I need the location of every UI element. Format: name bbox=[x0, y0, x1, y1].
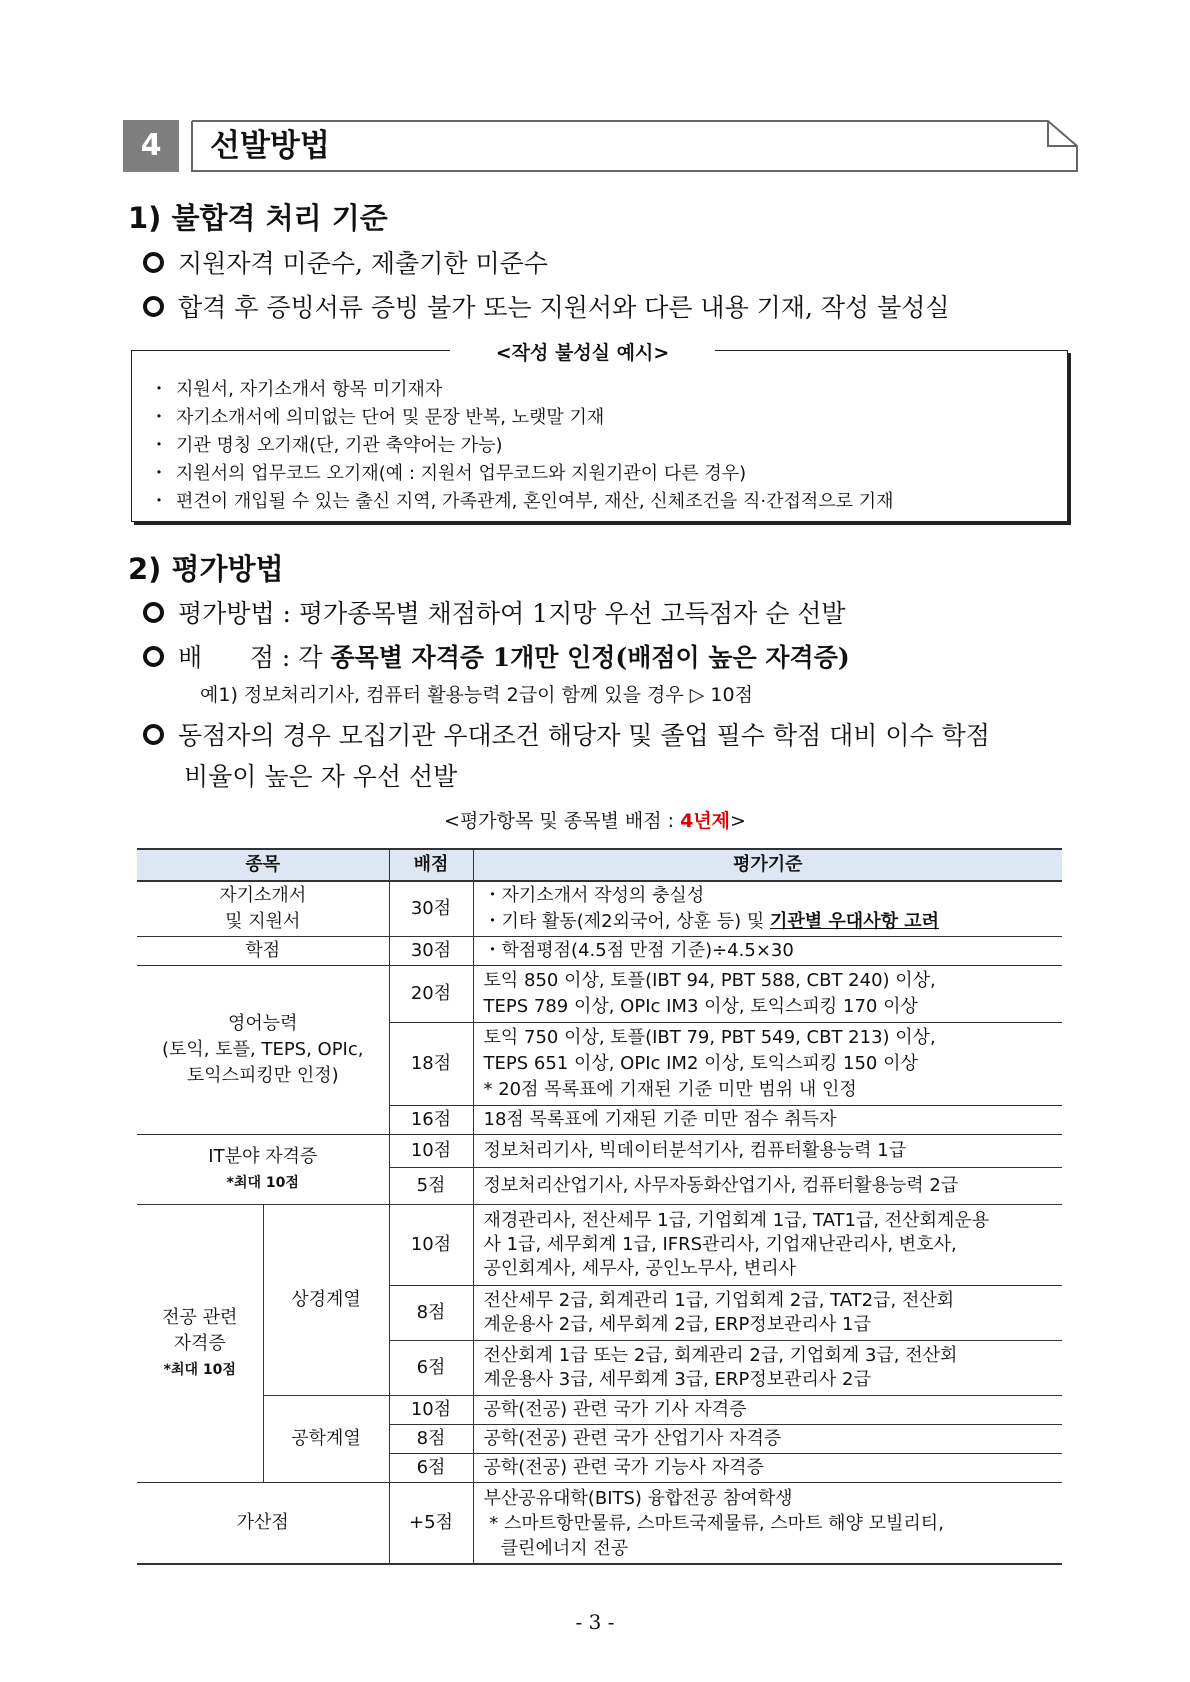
subcategory-cell: 공학계열 bbox=[263, 1396, 389, 1483]
table-row bbox=[137, 937, 1062, 966]
example-item: ・ 기관 명칭 오기재(단, 기관 축약어는 가능) bbox=[150, 435, 503, 456]
criteria-cell: 부산공유대학(BITS) 융합전공 참여학생 * 스마트항만물류, 스마트국제물류, 스마트 해양 모빌리티, 클린에너지 전공 bbox=[473, 1483, 1062, 1565]
table-row bbox=[137, 966, 1062, 1023]
part2-heading: 2) 평가방법 bbox=[128, 552, 284, 586]
table-row bbox=[137, 1483, 1062, 1565]
criteria-cell: 재경관리사, 전산세무 1급, 기업회계 1급, TAT1급, 전산회계운용 사 1급, 세무회계 1급, IFRS관리사, 기업재난관리사, 변호사, 공인회계사, 세무사, 공인노무사, 변리사 bbox=[473, 1205, 1062, 1286]
circle-bullet-icon bbox=[143, 296, 164, 317]
item-cell: IT분야 자격증 *최대 10점 bbox=[137, 1135, 389, 1205]
score-cell: 6점 bbox=[389, 1454, 473, 1483]
part2-example-1: 예1) 정보처리기사, 컴퓨터 활용능력 2급이 함께 있을 경우 ▷ 10점 bbox=[200, 684, 753, 706]
score-cell: 6점 bbox=[389, 1341, 473, 1396]
example-box-title: <작성 불성실 예시> bbox=[450, 338, 715, 365]
subcategory-cell: 상경계열 bbox=[263, 1205, 389, 1396]
criteria-cell: 18점 목록표에 기재된 기준 미만 점수 취득자 bbox=[473, 1106, 1062, 1135]
header-criteria: 평가기준 bbox=[473, 849, 1062, 881]
score-cell: 5점 bbox=[389, 1168, 473, 1205]
example-item: ・ 편견이 개입될 수 있는 출신 지역, 가족관계, 혼인여부, 재산, 신체조건을 직·간접적으로 기재 bbox=[150, 491, 894, 512]
item-cell: 전공 관련 자격증 *최대 10점 bbox=[137, 1205, 263, 1483]
score-cell: 8점 bbox=[389, 1425, 473, 1454]
criteria-cell: 공학(전공) 관련 국가 산업기사 자격증 bbox=[473, 1425, 1062, 1454]
criteria-cell: ・자기소개서 작성의 충실성 ・기타 활동(제2외국어, 상훈 등) 및 기관별 우대사항 고려 bbox=[473, 881, 1062, 937]
table-row bbox=[137, 1396, 1062, 1425]
example-item: ・ 지원서, 자기소개서 항목 미기재자 bbox=[150, 379, 443, 400]
part2-bullet-1: 평가방법 : 평가종목별 채점하여 1지망 우선 고득점자 순 선발 bbox=[143, 594, 846, 630]
criteria-cell: 전산세무 2급, 회계관리 1급, 기업회계 2급, TAT2급, 전산회 계운용사 2급, 세무회계 2급, ERP정보관리사 1급 bbox=[473, 1286, 1062, 1341]
circle-bullet-icon bbox=[143, 646, 164, 667]
score-cell: 10점 bbox=[389, 1205, 473, 1286]
criteria-cell: 토익 850 이상, 토플(IBT 94, PBT 588, CBT 240) 이상, TEPS 789 이상, OPIc IM3 이상, 토익스피킹 170 이상 bbox=[473, 966, 1062, 1023]
part2-bullet-3: 동점자의 경우 모집기관 우대조건 해당자 및 졸업 필수 학점 대비 이수 학점 bbox=[143, 716, 990, 752]
score-cell: 30점 bbox=[389, 937, 473, 966]
criteria-cell: 정보처리기사, 빅데이터분석기사, 컴퓨터활용능력 1급 bbox=[473, 1135, 1062, 1168]
circle-bullet-icon bbox=[143, 252, 164, 273]
header-item: 종목 bbox=[137, 849, 389, 881]
page-number: - 3 - bbox=[575, 1610, 615, 1634]
example-item: ・ 지원서의 업무코드 오기재(예 : 지원서 업무코드와 지원기관이 다른 경우) bbox=[150, 463, 747, 484]
table-row bbox=[137, 1205, 1062, 1286]
criteria-cell: 공학(전공) 관련 국가 기사 자격증 bbox=[473, 1396, 1062, 1425]
criteria-cell: 정보처리산업기사, 사무자동화산업기사, 컴퓨터활용능력 2급 bbox=[473, 1168, 1062, 1205]
example-item: ・ 자기소개서에 의미없는 단어 및 문장 반복, 노랫말 기재 bbox=[150, 407, 605, 428]
part1-heading: 1) 불합격 처리 기준 bbox=[128, 201, 388, 235]
part2-bullet-3-cont: 비율이 높은 자 우선 선발 bbox=[184, 762, 458, 791]
table-row bbox=[137, 1135, 1062, 1168]
header-score: 배점 bbox=[389, 849, 473, 881]
item-cell: 가산점 bbox=[137, 1483, 389, 1565]
score-cell: 16점 bbox=[389, 1106, 473, 1135]
section-title: 선발방법 bbox=[210, 128, 330, 164]
table-row bbox=[137, 881, 1062, 937]
score-cell: 20점 bbox=[389, 966, 473, 1023]
circle-bullet-icon bbox=[143, 724, 164, 745]
score-cell: 8점 bbox=[389, 1286, 473, 1341]
criteria-cell: 공학(전공) 관련 국가 기능사 자격증 bbox=[473, 1454, 1062, 1483]
criteria-cell: 전산회계 1급 또는 2급, 회계관리 2급, 기업회계 3급, 전산회 계운용사 3급, 세무회계 3급, ERP정보관리사 2급 bbox=[473, 1341, 1062, 1396]
table-caption: <평가항목 및 종목별 배점 : 4년제> bbox=[444, 810, 746, 832]
item-cell: 영어능력 (토익, 토플, TEPS, OPIc, 토익스피킹만 인정) bbox=[137, 966, 389, 1135]
score-cell: +5점 bbox=[389, 1483, 473, 1565]
score-cell: 30점 bbox=[389, 881, 473, 937]
circle-bullet-icon bbox=[143, 602, 164, 623]
table-header-row bbox=[137, 849, 1062, 881]
score-cell: 10점 bbox=[389, 1396, 473, 1425]
item-cell: 자기소개서 및 지원서 bbox=[137, 881, 389, 937]
part1-bullet-1: 지원자격 미준수, 제출기한 미준수 bbox=[143, 244, 548, 280]
score-cell: 18점 bbox=[389, 1023, 473, 1106]
item-cell: 학점 bbox=[137, 937, 389, 966]
evaluation-table bbox=[137, 848, 1062, 1565]
part1-bullet-2: 합격 후 증빙서류 증빙 불가 또는 지원서와 다른 내용 기재, 작성 불성실 bbox=[143, 288, 950, 324]
section-number: 4 bbox=[123, 120, 179, 172]
criteria-cell: 토익 750 이상, 토플(IBT 79, PBT 549, CBT 213) 이상, TEPS 651 이상, OPIc IM2 이상, 토익스피킹 150 이상 * 20점 목록표에 기재된 기준 미만 범위 내 인정 bbox=[473, 1023, 1062, 1106]
criteria-cell: ・학점평점(4.5점 만점 기준)÷4.5×30 bbox=[473, 937, 1062, 966]
score-cell: 10점 bbox=[389, 1135, 473, 1168]
part2-bullet-2: 배 점 : 각 종목별 자격증 1개만 인정(배점이 높은 자격증) bbox=[143, 638, 850, 674]
